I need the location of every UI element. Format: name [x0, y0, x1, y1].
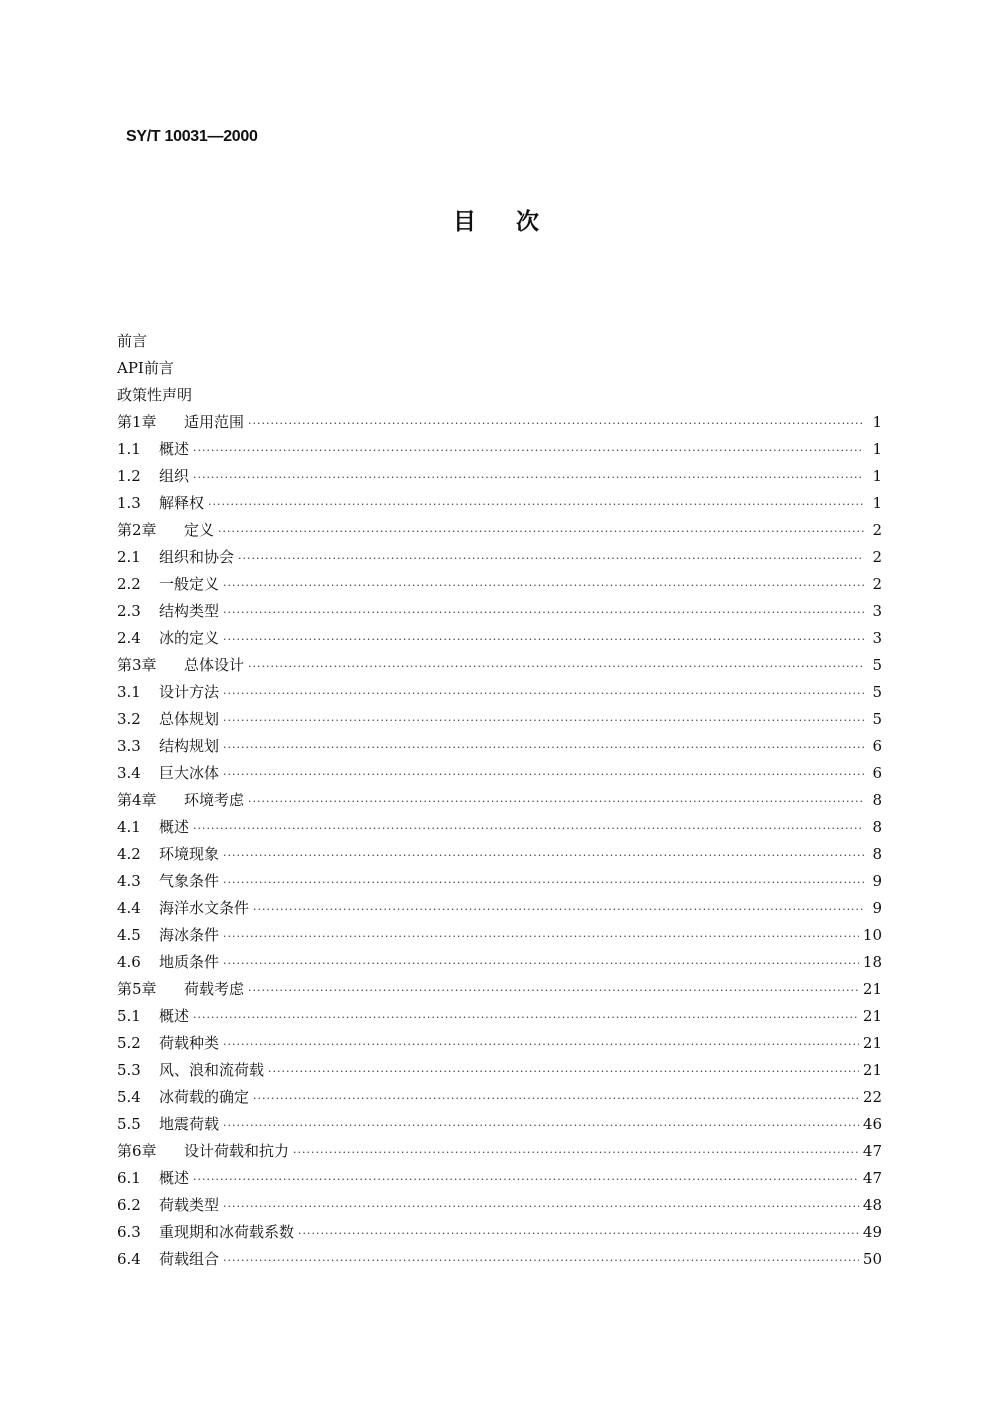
- toc-entry-label: 解释权: [159, 494, 205, 512]
- toc-entry: [117, 706, 882, 733]
- toc-entry-number: 4.5: [117, 926, 141, 944]
- toc-entry-label: 海洋水文条件: [159, 899, 250, 917]
- toc-entry: [117, 949, 882, 976]
- toc-leader-dots: [298, 1220, 859, 1247]
- toc-entry-page: 1: [872, 467, 882, 485]
- toc-entry: [117, 760, 882, 787]
- toc-entry-label: 组织: [159, 467, 190, 485]
- toc-entry-number: 4.1: [117, 818, 141, 836]
- toc-entry-label: 概述: [159, 1169, 190, 1187]
- toc-entry-number: 3.1: [117, 683, 141, 701]
- toc-entry-number: 5.4: [117, 1088, 141, 1106]
- toc-entry: [117, 1111, 882, 1138]
- toc-entry-number: 第3章: [117, 656, 157, 674]
- toc-entry-number: 1.1: [117, 440, 141, 458]
- toc-entry: [117, 625, 882, 652]
- toc-leader-dots: [193, 464, 864, 491]
- toc-entry: [117, 922, 882, 949]
- toc-leader-dots: [223, 950, 859, 977]
- toc-entry-number: 5.3: [117, 1061, 141, 1079]
- toc-entry: [117, 517, 882, 544]
- toc-entry-number: 第2章: [117, 521, 157, 539]
- toc-entry-number: 6.2: [117, 1196, 141, 1214]
- toc-entry: [117, 571, 882, 598]
- toc-entry-number: 5.5: [117, 1115, 141, 1133]
- toc-entry: [117, 1057, 882, 1084]
- toc-leader-dots: [193, 1004, 859, 1031]
- toc-entry-page: 21: [862, 980, 882, 998]
- toc-entry: [117, 1030, 882, 1057]
- toc-entry-page: 50: [862, 1250, 882, 1268]
- toc-entry: [117, 409, 882, 436]
- toc-entry-number: 6.3: [117, 1223, 141, 1241]
- toc-entry: [117, 1084, 882, 1111]
- toc-leader-dots: [248, 410, 864, 437]
- toc-entry-number: 4.2: [117, 845, 141, 863]
- toc-entry-page: 2: [872, 521, 882, 539]
- toc-leader-dots: [248, 788, 864, 815]
- toc-entry-page: 8: [872, 818, 882, 836]
- toc-entry-label: 结构规划: [159, 737, 220, 755]
- toc-entry-page: 47: [862, 1142, 882, 1160]
- toc-entry-page: 10: [862, 926, 882, 944]
- toc-entry-label: API前言: [117, 359, 174, 377]
- toc-entry-label: 荷载组合: [159, 1250, 220, 1268]
- toc-leader-dots: [223, 1247, 859, 1274]
- toc-entry-label: 巨大冰体: [159, 764, 220, 782]
- toc-entry: [117, 868, 882, 895]
- toc-entry-number: 1.2: [117, 467, 141, 485]
- toc-leader-dots: [223, 1031, 859, 1058]
- table-of-contents: [117, 328, 882, 1273]
- toc-entry-page: 47: [862, 1169, 882, 1187]
- toc-entry-label: 风、浪和流荷载: [159, 1061, 265, 1079]
- toc-entry-label: 气象条件: [159, 872, 220, 890]
- toc-leader-dots: [223, 869, 864, 896]
- toc-entry: [117, 436, 882, 463]
- toc-entry-page: 18: [862, 953, 882, 971]
- toc-entry-label: 荷载种类: [159, 1034, 220, 1052]
- toc-leader-dots: [248, 653, 864, 680]
- toc-entry: [117, 841, 882, 868]
- toc-entry-page: 6: [872, 764, 882, 782]
- toc-entry-number: 3.3: [117, 737, 141, 755]
- toc-entry: [117, 1003, 882, 1030]
- toc-entry: [117, 355, 882, 382]
- toc-entry: [117, 1192, 882, 1219]
- toc-entry-label: 荷载类型: [159, 1196, 220, 1214]
- toc-entry: [117, 787, 882, 814]
- toc-leader-dots: [193, 1166, 859, 1193]
- toc-leader-dots: [223, 626, 864, 653]
- toc-entry-label: 冰的定义: [159, 629, 220, 647]
- toc-entry-label: 重现期和冰荷载系数: [159, 1223, 295, 1241]
- toc-entry-label: 适用范围: [184, 413, 245, 431]
- toc-entry-page: 1: [872, 440, 882, 458]
- toc-entry-number: 第6章: [117, 1142, 157, 1160]
- toc-entry-page: 21: [862, 1034, 882, 1052]
- toc-entry-page: 1: [872, 494, 882, 512]
- toc-entry-page: 2: [872, 548, 882, 566]
- toc-entry: [117, 1165, 882, 1192]
- toc-entry-page: 9: [872, 899, 882, 917]
- toc-entry: [117, 733, 882, 760]
- toc-entry-number: 3.4: [117, 764, 141, 782]
- toc-entry-label: 荷载考虑: [184, 980, 245, 998]
- toc-entry-number: 第4章: [117, 791, 157, 809]
- toc-entry-page: 9: [872, 872, 882, 890]
- document-code: SY/T 10031—2000: [126, 128, 258, 145]
- toc-entry: [117, 814, 882, 841]
- toc-entry-label: 定义: [184, 521, 215, 539]
- toc-entry: [117, 463, 882, 490]
- toc-entry-label: 总体规划: [159, 710, 220, 728]
- toc-entry-label: 冰荷载的确定: [159, 1088, 250, 1106]
- toc-entry-page: 3: [872, 629, 882, 647]
- toc-entry-page: 5: [872, 710, 882, 728]
- toc-entry-label: 设计方法: [159, 683, 220, 701]
- toc-entry-label: 总体设计: [184, 656, 245, 674]
- toc-entry-number: 4.4: [117, 899, 141, 917]
- page-title: 目次: [453, 209, 579, 235]
- toc-leader-dots: [253, 1085, 859, 1112]
- toc-leader-dots: [253, 896, 864, 923]
- toc-entry-page: 48: [862, 1196, 882, 1214]
- toc-entry-label: 政策性声明: [117, 386, 193, 404]
- toc-entry: [117, 328, 882, 355]
- toc-entry-number: 第5章: [117, 980, 157, 998]
- toc-entry-page: 1: [872, 413, 882, 431]
- toc-entry-page: 21: [862, 1007, 882, 1025]
- toc-entry-page: 22: [862, 1088, 882, 1106]
- toc-leader-dots: [208, 491, 864, 518]
- toc-entry-page: 8: [872, 791, 882, 809]
- toc-entry-number: 4.3: [117, 872, 141, 890]
- toc-entry-label: 地质条件: [159, 953, 220, 971]
- toc-entry: [117, 652, 882, 679]
- toc-entry-page: 5: [872, 656, 882, 674]
- toc-entry: [117, 679, 882, 706]
- toc-entry-page: 49: [862, 1223, 882, 1241]
- toc-entry-number: 2.4: [117, 629, 141, 647]
- toc-leader-dots: [248, 977, 859, 1004]
- toc-entry-label: 设计荷载和抗力: [184, 1142, 290, 1160]
- toc-leader-dots: [223, 923, 859, 950]
- toc-entry-page: 2: [872, 575, 882, 593]
- toc-entry-number: 1.3: [117, 494, 141, 512]
- toc-leader-dots: [223, 761, 864, 788]
- toc-entry-number: 2.2: [117, 575, 141, 593]
- toc-entry: [117, 976, 882, 1003]
- toc-leader-dots: [223, 1193, 859, 1220]
- toc-entry: [117, 382, 882, 409]
- toc-entry: [117, 1219, 882, 1246]
- toc-entry-label: 环境现象: [159, 845, 220, 863]
- toc-entry-number: 2.3: [117, 602, 141, 620]
- toc-entry-page: 8: [872, 845, 882, 863]
- toc-leader-dots: [223, 599, 864, 626]
- toc-entry-label: 结构类型: [159, 602, 220, 620]
- toc-entry: [117, 544, 882, 571]
- toc-leader-dots: [223, 680, 864, 707]
- toc-leader-dots: [268, 1058, 859, 1085]
- toc-entry-label: 概述: [159, 440, 190, 458]
- toc-entry-page: 5: [872, 683, 882, 701]
- toc-entry-number: 6.4: [117, 1250, 141, 1268]
- toc-entry-label: 海冰条件: [159, 926, 220, 944]
- toc-entry: [117, 1138, 882, 1165]
- toc-entry-label: 概述: [159, 1007, 190, 1025]
- toc-entry: [117, 490, 882, 517]
- toc-entry: [117, 598, 882, 625]
- toc-entry-label: 前言: [117, 332, 148, 350]
- toc-entry-page: 6: [872, 737, 882, 755]
- toc-leader-dots: [223, 707, 864, 734]
- toc-entry-number: 5.1: [117, 1007, 141, 1025]
- toc-entry: [117, 1246, 882, 1273]
- toc-entry: [117, 895, 882, 922]
- toc-entry-label: 环境考虑: [184, 791, 245, 809]
- toc-entry-label: 地震荷载: [159, 1115, 220, 1133]
- toc-leader-dots: [193, 815, 864, 842]
- toc-entry-number: 6.1: [117, 1169, 141, 1187]
- toc-leader-dots: [223, 1112, 859, 1139]
- toc-entry-number: 第1章: [117, 413, 157, 431]
- toc-leader-dots: [223, 734, 864, 761]
- toc-entry-number: 3.2: [117, 710, 141, 728]
- toc-entry-page: 3: [872, 602, 882, 620]
- toc-entry-page: 46: [862, 1115, 882, 1133]
- toc-leader-dots: [293, 1139, 859, 1166]
- toc-leader-dots: [223, 572, 864, 599]
- toc-leader-dots: [218, 518, 864, 545]
- toc-entry-page: 21: [862, 1061, 882, 1079]
- toc-leader-dots: [223, 842, 864, 869]
- toc-entry-label: 组织和协会: [159, 548, 235, 566]
- toc-entry-number: 2.1: [117, 548, 141, 566]
- toc-entry-label: 概述: [159, 818, 190, 836]
- toc-leader-dots: [238, 545, 864, 572]
- toc-entry-label: 一般定义: [159, 575, 220, 593]
- toc-leader-dots: [193, 437, 864, 464]
- toc-entry-number: 5.2: [117, 1034, 141, 1052]
- toc-entry-number: 4.6: [117, 953, 141, 971]
